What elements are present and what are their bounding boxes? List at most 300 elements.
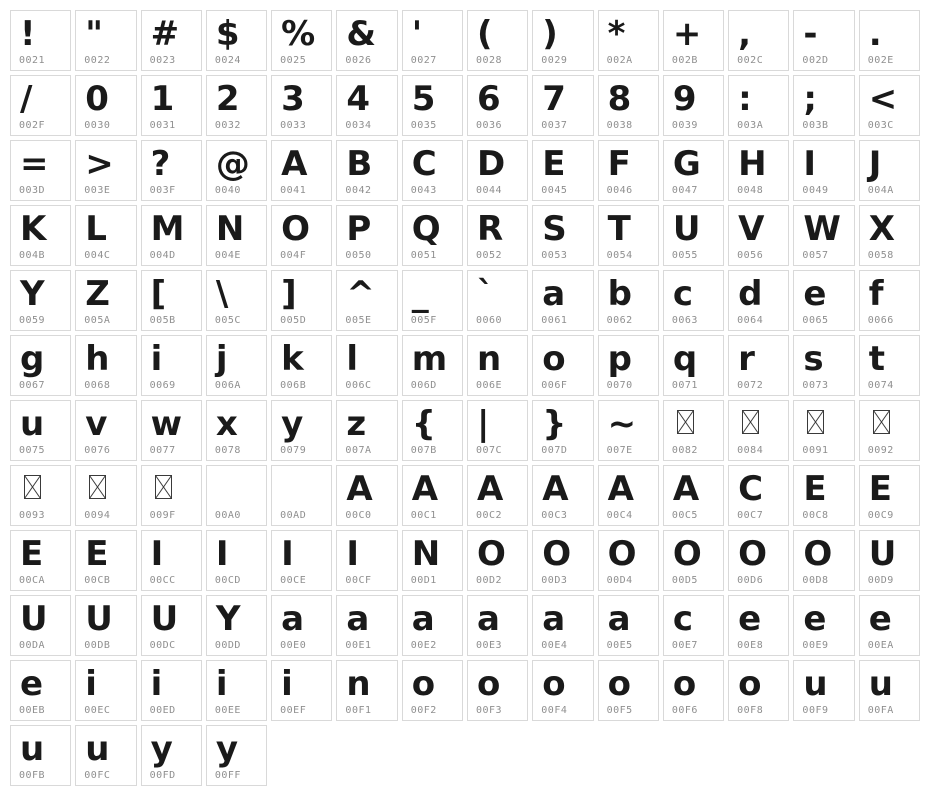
glyph-cell-0041[interactable]: [271, 140, 332, 201]
glyph-cell-00E0[interactable]: [271, 595, 332, 656]
glyph-character: o: [738, 664, 762, 704]
glyph-cell-00C5[interactable]: [663, 465, 724, 526]
glyph-character: o: [411, 664, 436, 704]
glyph-character: x: [215, 404, 238, 444]
glyph-cell-0031[interactable]: [141, 75, 202, 136]
glyph-cell-0024[interactable]: [206, 10, 267, 71]
glyph-code-label: 0041: [280, 185, 307, 196]
glyph-cell-00F8[interactable]: [728, 660, 789, 721]
glyph-cell-0056[interactable]: [728, 205, 789, 266]
glyph-cell-002E[interactable]: [859, 10, 920, 71]
glyph-code-label: 006C: [345, 380, 372, 391]
glyph-cell-006A[interactable]: [206, 335, 267, 396]
glyph-code-label: 0033: [280, 120, 307, 131]
glyph-cell-00F3[interactable]: [467, 660, 528, 721]
glyph-cell-005F[interactable]: [402, 270, 463, 331]
glyph-code-label: 007B: [410, 445, 437, 456]
glyph-code-label: 0075: [19, 445, 46, 456]
glyph-cell-00E1[interactable]: [336, 595, 397, 656]
glyph-code-label: 005E: [345, 315, 372, 326]
glyph-code-label: 0030: [84, 120, 111, 131]
glyph-cell-002B[interactable]: [663, 10, 724, 71]
glyph-cell-003B[interactable]: [793, 75, 854, 136]
glyph-character: _: [411, 274, 429, 314]
glyph-cell-00D3[interactable]: [532, 530, 593, 591]
glyph-character: O: [281, 209, 311, 249]
glyph-code-label: 00E2: [410, 640, 437, 651]
glyph-character: A: [476, 469, 504, 509]
glyph-cell-0071[interactable]: [663, 335, 724, 396]
glyph-code-label: 00E3: [475, 640, 503, 651]
glyph-character: C: [411, 144, 437, 184]
glyph-cell-005C[interactable]: [206, 270, 267, 331]
glyph-cell-0038[interactable]: [598, 75, 659, 136]
glyph-cell-0040[interactable]: [206, 140, 267, 201]
glyph-character: A: [411, 469, 439, 509]
glyph-code-label: 0048: [737, 185, 764, 196]
glyph-character: U: [20, 599, 48, 639]
glyph-code-label: 00C3: [541, 510, 568, 521]
glyph-code-label: 0061: [541, 315, 568, 326]
glyph-code-label: 003C: [867, 120, 894, 131]
glyph-character: B: [346, 144, 373, 184]
glyph-cell-002C[interactable]: [728, 10, 789, 71]
glyph-character: N: [411, 534, 441, 574]
glyph-cell-006E[interactable]: [467, 335, 528, 396]
glyph-cell-00EF[interactable]: [271, 660, 332, 721]
glyph-cell-00E5[interactable]: [598, 595, 659, 656]
glyph-cell-0062[interactable]: [598, 270, 659, 331]
glyph-cell-0044[interactable]: [467, 140, 528, 201]
glyph-code-label: 0072: [737, 380, 764, 391]
glyph-cell-00D1[interactable]: [402, 530, 463, 591]
glyph-character: 4: [346, 79, 371, 119]
glyph-cell-0074[interactable]: [859, 335, 920, 396]
glyph-code-label: 00C0: [345, 510, 372, 521]
glyph-code-label: 00F6: [671, 705, 698, 716]
glyph-character: e: [20, 664, 44, 704]
glyph-code-label: 00EF: [280, 705, 307, 716]
glyph-cell-0052[interactable]: [467, 205, 528, 266]
glyph-cell-007D[interactable]: [532, 400, 593, 461]
glyph-code-label: 00F8: [737, 705, 764, 716]
glyph-cell-00EC[interactable]: [75, 660, 136, 721]
glyph-code-label: 00DB: [84, 640, 111, 651]
glyph-cell-0032[interactable]: [206, 75, 267, 136]
glyph-character: 0: [85, 79, 109, 119]
glyph-cell-00C2[interactable]: [467, 465, 528, 526]
glyph-code-label: 0060: [475, 315, 503, 326]
glyph-cell-0091[interactable]: [793, 400, 854, 461]
glyph-character: M: [150, 209, 185, 249]
glyph-cell-005D[interactable]: [271, 270, 332, 331]
glyph-cell-00EA[interactable]: [859, 595, 920, 656]
glyph-character: c: [672, 599, 693, 639]
glyph-cell-0047[interactable]: [663, 140, 724, 201]
glyph-character: $: [215, 14, 240, 54]
glyph-cell-00D6[interactable]: [728, 530, 789, 591]
glyph-cell-00C1[interactable]: [402, 465, 463, 526]
glyph-cell-004A[interactable]: [859, 140, 920, 201]
glyph-code-label: 00F3: [475, 705, 503, 716]
glyph-code-label: 0036: [475, 120, 503, 131]
glyph-cell-00D2[interactable]: [467, 530, 528, 591]
glyph-cell-0034[interactable]: [336, 75, 397, 136]
glyph-code-label: 0022: [84, 55, 111, 66]
glyph-code-label: 00D9: [867, 575, 894, 586]
glyph-cell-00F9[interactable]: [793, 660, 854, 721]
glyph-cell-00FC[interactable]: [75, 725, 136, 786]
glyph-code-label: 0027: [410, 55, 437, 66]
glyph-character: 2: [215, 79, 240, 119]
glyph-character: n: [476, 339, 502, 379]
glyph-cell-0039[interactable]: [663, 75, 724, 136]
glyph-cell-00DC[interactable]: [141, 595, 202, 656]
glyph-code-label: 00D5: [671, 575, 698, 586]
glyph-cell-0026[interactable]: [336, 10, 397, 71]
glyph-code-label: 0057: [802, 250, 829, 261]
glyph-cell-0025[interactable]: [271, 10, 332, 71]
glyph-code-label: 006A: [214, 380, 241, 391]
glyph-cell-0082[interactable]: [663, 400, 724, 461]
glyph-cell-0048[interactable]: [728, 140, 789, 201]
glyph-cell-004F[interactable]: [271, 205, 332, 266]
glyph-code-label: 003A: [737, 120, 764, 131]
glyph-cell-0093[interactable]: [10, 465, 71, 526]
glyph-cell-0051[interactable]: [402, 205, 463, 266]
glyph-cell-00CA[interactable]: [10, 530, 71, 591]
glyph-cell-00D5[interactable]: [663, 530, 724, 591]
glyph-cell-00E9[interactable]: [793, 595, 854, 656]
glyph-cell-0042[interactable]: [336, 140, 397, 201]
glyph-character: (: [476, 14, 493, 54]
glyph-character: K: [20, 209, 47, 249]
glyph-code-label: 0066: [867, 315, 894, 326]
glyph-character: s: [803, 339, 824, 379]
glyph-code-label: 0070: [606, 380, 633, 391]
glyph-code-label: 0042: [345, 185, 372, 196]
glyph-code-label: 0058: [867, 250, 894, 261]
glyph-code-label: 00CB: [84, 575, 111, 586]
glyph-character: E: [85, 534, 109, 574]
glyph-cell-006C[interactable]: [336, 335, 397, 396]
glyph-character: t: [868, 339, 885, 379]
glyph-code-label: 0034: [345, 120, 372, 131]
glyph-cell-00EE[interactable]: [206, 660, 267, 721]
glyph-character: X: [868, 209, 895, 249]
glyph-cell-00C4[interactable]: [598, 465, 659, 526]
glyph-character: Z: [85, 274, 110, 314]
glyph-cell-00CF[interactable]: [336, 530, 397, 591]
glyph-cell-0046[interactable]: [598, 140, 659, 201]
glyph-cell-0072[interactable]: [728, 335, 789, 396]
glyph-cell-0077[interactable]: [141, 400, 202, 461]
glyph-cell-00F2[interactable]: [402, 660, 463, 721]
glyph-character: a: [542, 599, 566, 639]
glyph-character: I: [215, 534, 229, 574]
glyph-character: >: [85, 144, 114, 184]
glyph-code-label: 0078: [214, 445, 241, 456]
glyph-character: O: [542, 534, 572, 574]
glyph-character: P: [346, 209, 372, 249]
glyph-cell-0023[interactable]: [141, 10, 202, 71]
glyph-code-label: 00C1: [410, 510, 437, 521]
glyph-cell-0076[interactable]: [75, 400, 136, 461]
glyph-cell-0069[interactable]: [141, 335, 202, 396]
glyph-cell-0066[interactable]: [859, 270, 920, 331]
glyph-code-label: 00C8: [802, 510, 829, 521]
glyph-cell-005B[interactable]: [141, 270, 202, 331]
glyph-cell-0078[interactable]: [206, 400, 267, 461]
glyph-code-label: 003E: [84, 185, 111, 196]
glyph-cell-0045[interactable]: [532, 140, 593, 201]
glyph-cell-00FA[interactable]: [859, 660, 920, 721]
glyph-cell-0065[interactable]: [793, 270, 854, 331]
glyph-cell-0022[interactable]: [75, 10, 136, 71]
glyph-cell-0036[interactable]: [467, 75, 528, 136]
glyph-cell-00F6[interactable]: [663, 660, 724, 721]
glyph-cell-0070[interactable]: [598, 335, 659, 396]
glyph-cell-0053[interactable]: [532, 205, 593, 266]
glyph-character: V: [738, 209, 765, 249]
glyph-code-label: 0091: [802, 445, 829, 456]
glyph-character: *: [607, 14, 626, 54]
glyph-character: i: [85, 664, 97, 704]
glyph-code-label: 002C: [737, 55, 764, 66]
glyph-cell-00E2[interactable]: [402, 595, 463, 656]
glyph-character: F: [607, 144, 631, 184]
glyph-character: O: [607, 534, 637, 574]
glyph-cell-00FB[interactable]: [10, 725, 71, 786]
glyph-cell-004B[interactable]: [10, 205, 71, 266]
glyph-code-label: 007D: [541, 445, 568, 456]
glyph-cell-007A[interactable]: [336, 400, 397, 461]
glyph-cell-00F1[interactable]: [336, 660, 397, 721]
glyph-cell-0059[interactable]: [10, 270, 71, 331]
glyph-cell-007C[interactable]: [467, 400, 528, 461]
glyph-code-label: 00FC: [84, 770, 111, 781]
glyph-cell-0063[interactable]: [663, 270, 724, 331]
glyph-cell-00F5[interactable]: [598, 660, 659, 721]
glyph-cell-004E[interactable]: [206, 205, 267, 266]
glyph-character: G: [672, 144, 701, 184]
glyph-code-label: 005C: [214, 315, 241, 326]
glyph-character: |: [476, 404, 490, 444]
glyph-cell-004C[interactable]: [75, 205, 136, 266]
glyph-cell-00D8[interactable]: [793, 530, 854, 591]
glyph-code-label: 00E7: [671, 640, 698, 651]
glyph-cell-0037[interactable]: [532, 75, 593, 136]
glyph-cell-009F[interactable]: [141, 465, 202, 526]
glyph-cell-00CD[interactable]: [206, 530, 267, 591]
glyph-cell-00C8[interactable]: [793, 465, 854, 526]
glyph-character: a: [542, 274, 566, 314]
glyph-character: I: [346, 534, 360, 574]
glyph-cell-00C7[interactable]: [728, 465, 789, 526]
glyph-cell-005E[interactable]: [336, 270, 397, 331]
glyph-character: I: [150, 534, 164, 574]
glyph-character: e: [803, 274, 827, 314]
glyph-code-label: 00E9: [802, 640, 829, 651]
glyph-cell-0033[interactable]: [271, 75, 332, 136]
glyph-character: y: [215, 729, 239, 769]
glyph-code-label: 004C: [84, 250, 111, 261]
glyph-cell-00CE[interactable]: [271, 530, 332, 591]
glyph-cell-0029[interactable]: [532, 10, 593, 71]
glyph-character: J: [868, 144, 882, 184]
glyph-character: l: [346, 339, 359, 379]
glyph-code-label: 0043: [410, 185, 437, 196]
glyph-cell-003A[interactable]: [728, 75, 789, 136]
glyph-cell-007E[interactable]: [598, 400, 659, 461]
glyph-code-label: 00F2: [410, 705, 437, 716]
glyph-cell-00F4[interactable]: [532, 660, 593, 721]
glyph-character: E: [803, 469, 827, 509]
glyph-code-label: 00DD: [214, 640, 241, 651]
glyph-character: u: [868, 664, 893, 704]
glyph-character: U: [868, 534, 897, 574]
glyph-cell-005A[interactable]: [75, 270, 136, 331]
glyph-character: z: [346, 404, 367, 444]
glyph-character: y: [281, 404, 304, 444]
glyph-cell-003F[interactable]: [141, 140, 202, 201]
glyph-code-label: 0040: [214, 185, 241, 196]
glyph-cell-0030[interactable]: [75, 75, 136, 136]
glyph-code-label: 0039: [671, 120, 698, 131]
glyph-cell-00DD[interactable]: [206, 595, 267, 656]
glyph-character: E: [542, 144, 566, 184]
glyph-cell-00AD[interactable]: [271, 465, 332, 526]
glyph-code-label: 00CC: [149, 575, 176, 586]
glyph-cell-00CB[interactable]: [75, 530, 136, 591]
glyph-character: /: [20, 79, 33, 119]
glyph-character: 1: [150, 79, 175, 119]
glyph-cell-00C9[interactable]: [859, 465, 920, 526]
glyph-cell-00D9[interactable]: [859, 530, 920, 591]
glyph-cell-0068[interactable]: [75, 335, 136, 396]
glyph-cell-004D[interactable]: [141, 205, 202, 266]
glyph-cell-0064[interactable]: [728, 270, 789, 331]
glyph-cell-00C0[interactable]: [336, 465, 397, 526]
glyph-code-label: 00C9: [867, 510, 894, 521]
glyph-cell-006B[interactable]: [271, 335, 332, 396]
glyph-character: +: [672, 14, 702, 54]
glyph-cell-003D[interactable]: [10, 140, 71, 201]
glyph-character: ^: [346, 274, 375, 314]
glyph-character: \: [215, 274, 229, 314]
glyph-cell-0084[interactable]: [728, 400, 789, 461]
glyph-cell-006F[interactable]: [532, 335, 593, 396]
glyph-character: %: [281, 14, 316, 54]
glyph-code-label: 0025: [280, 55, 307, 66]
glyph-code-label: 0029: [541, 55, 568, 66]
glyph-character: A: [542, 469, 569, 509]
glyph-cell-00FD[interactable]: [141, 725, 202, 786]
glyph-cell-00A0[interactable]: [206, 465, 267, 526]
glyph-cell-0055[interactable]: [663, 205, 724, 266]
glyph-code-label: 0047: [671, 185, 698, 196]
glyph-cell-002D[interactable]: [793, 10, 854, 71]
glyph-cell-00E8[interactable]: [728, 595, 789, 656]
glyph-code-label: 006D: [410, 380, 437, 391]
glyph-cell-0027[interactable]: [402, 10, 463, 71]
glyph-character: 5: [411, 79, 436, 119]
glyph-character: e: [868, 599, 892, 639]
glyph-cell-003E[interactable]: [75, 140, 136, 201]
glyph-cell-0049[interactable]: [793, 140, 854, 201]
glyph-cell-0021[interactable]: [10, 10, 71, 71]
glyph-code-label: 004B: [19, 250, 46, 261]
glyph-cell-002A[interactable]: [598, 10, 659, 71]
glyph-cell-007B[interactable]: [402, 400, 463, 461]
glyph-cell-0057[interactable]: [793, 205, 854, 266]
glyph-character: =: [20, 144, 49, 184]
glyph-code-label: 0059: [19, 315, 46, 326]
glyph-character: e: [803, 599, 827, 639]
glyph-cell-003C[interactable]: [859, 75, 920, 136]
glyph-cell-00D4[interactable]: [598, 530, 659, 591]
glyph-code-label: 00C2: [475, 510, 503, 521]
glyph-code-label: 006E: [475, 380, 503, 391]
glyph-cell-0061[interactable]: [532, 270, 593, 331]
glyph-cell-006D[interactable]: [402, 335, 463, 396]
glyph-code-label: 0052: [475, 250, 503, 261]
glyph-cell-00E7[interactable]: [663, 595, 724, 656]
glyph-cell-0079[interactable]: [271, 400, 332, 461]
glyph-code-label: 0054: [606, 250, 633, 261]
glyph-character: O: [476, 534, 506, 574]
glyph-cell-00E4[interactable]: [532, 595, 593, 656]
glyph-character: 9: [672, 79, 697, 119]
glyph-code-label: 0023: [149, 55, 176, 66]
glyph-code-label: 0068: [84, 380, 111, 391]
glyph-code-label: 006B: [280, 380, 307, 391]
glyph-cell-0067[interactable]: [10, 335, 71, 396]
glyph-character: p: [607, 339, 632, 379]
glyph-cell-00ED[interactable]: [141, 660, 202, 721]
glyph-cell-00E3[interactable]: [467, 595, 528, 656]
glyph-code-label: 006F: [541, 380, 568, 391]
glyph-cell-00DB[interactable]: [75, 595, 136, 656]
glyph-character: u: [20, 404, 45, 444]
glyph-code-label: 0045: [541, 185, 568, 196]
glyph-cell-0075[interactable]: [10, 400, 71, 461]
glyph-character: @: [215, 144, 250, 184]
glyph-character: o: [476, 664, 501, 704]
glyph-cell-00FF[interactable]: [206, 725, 267, 786]
glyph-cell-0050[interactable]: [336, 205, 397, 266]
glyph-code-label: 004A: [867, 185, 894, 196]
glyph-cell-0060[interactable]: [467, 270, 528, 331]
glyph-cell-0054[interactable]: [598, 205, 659, 266]
glyph-cell-0094[interactable]: [75, 465, 136, 526]
glyph-cell-0092[interactable]: [859, 400, 920, 461]
glyph-cell-002F[interactable]: [10, 75, 71, 136]
glyph-character: 3: [281, 79, 305, 119]
glyph-cell-0043[interactable]: [402, 140, 463, 201]
glyph-character: }: [542, 404, 567, 444]
glyph-code-label: 00CF: [345, 575, 372, 586]
glyph-code-label: 005D: [280, 315, 307, 326]
glyph-cell-00DA[interactable]: [10, 595, 71, 656]
glyph-cell-0035[interactable]: [402, 75, 463, 136]
glyph-cell-00C3[interactable]: [532, 465, 593, 526]
glyph-cell-0073[interactable]: [793, 335, 854, 396]
glyph-cell-00CC[interactable]: [141, 530, 202, 591]
glyph-cell-00EB[interactable]: [10, 660, 71, 721]
glyph-cell-0058[interactable]: [859, 205, 920, 266]
glyph-cell-0028[interactable]: [467, 10, 528, 71]
